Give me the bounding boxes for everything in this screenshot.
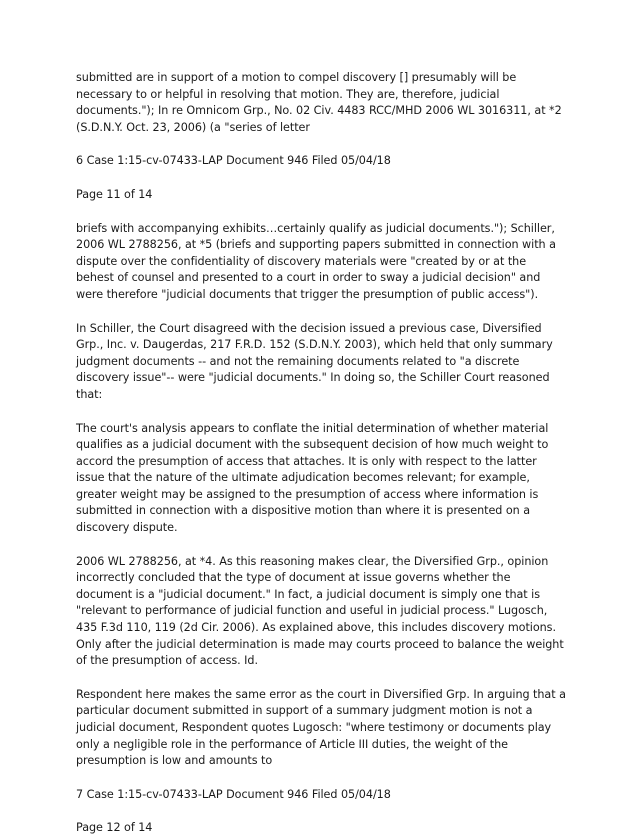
page-number: Page 11 of 14 [76,187,153,201]
paragraph-respondent-error: Respondent here makes the same error as the court in Diversified Grp. In arguing that a particular document submitted in support of a summary judgment motion is not a judicial document, Respondent quotes Lugosch: "where testimony or documents play only a negligible role in the performance of Article III duties, the weight of the presumption is low and amounts to [76,687,566,768]
paragraph-block-quote: The court's analysis appears to conflate the initial determination of whether material qualifies as a judicial document with the subsequent decision of how much weight to accord the presumption of access that attaches. It is only with respect to the latter issue that the nature of the ultimate adjudication becomes relevant; for example, greater weight may be assigned to the presumption of access where information is submitted in connection with a dispositive motion than where it is presented on a discovery dispute. [76,421,549,535]
page-header-line: 7 Case 1:15-cv-07433-LAP Document 946 Filed 05/04/18 [76,787,391,801]
page-header-line: 6 Case 1:15-cv-07433-LAP Document 946 Filed 05/04/18 [76,154,391,168]
paragraph-schiller-briefs: briefs with accompanying exhibits…certainly qualify as judicial documents."); Schiller, 2006 WL 2788256, at *5 (briefs and supporting papers submitted in connection with a dispute over the confidentiality of discovery materials were "created by or at the behest of counsel and presented to a court in order to sway a judicial decision" and were therefore "judicial documents that trigger the presumption of public access"). [76,221,556,301]
paragraph-reasoning: 2006 WL 2788256, at *4. As this reasoning makes clear, the Diversified Grp., opinion incorrectly concluded that the type of document at issue governs whether the document is a "judicial document." In fact, a judicial document is simply one that is "relevant to performance of judicial function and useful in judicial process." Lugosch, 435 F.3d 110, 119 (2d Cir. 2006). As explained above, this includes discovery motions. Only after the judicial determination is made may courts proceed to balance the weight of the presumption of access. Id. [76,554,564,668]
paragraph-schiller-disagreement: In Schiller, the Court disagreed with the decision issued a previous case, Diversified Grp., Inc. v. Daugerdas, 217 F.R.D. 152 (S.D.N.Y. 2003), which held that only summary judgment documents -- and not the remaining documents related to "a discrete discovery issue"-- were "judicial documents." In doing so, the Schiller Court reasoned that: [76,321,553,401]
paragraph-omnicom-citation: submitted are in support of a motion to compel discovery [] presumably will be necessary to or helpful in resolving that motion. They are, therefore, judicial documents."); In re Omnicom Grp., No. 02 Civ. 4483 RCC/MHD 2006 WL 3016311, at *2 (S.D.N.Y. Oct. 23, 2006) (a "series of letter [76,71,562,134]
page-number: Page 12 of 14 [76,821,153,835]
